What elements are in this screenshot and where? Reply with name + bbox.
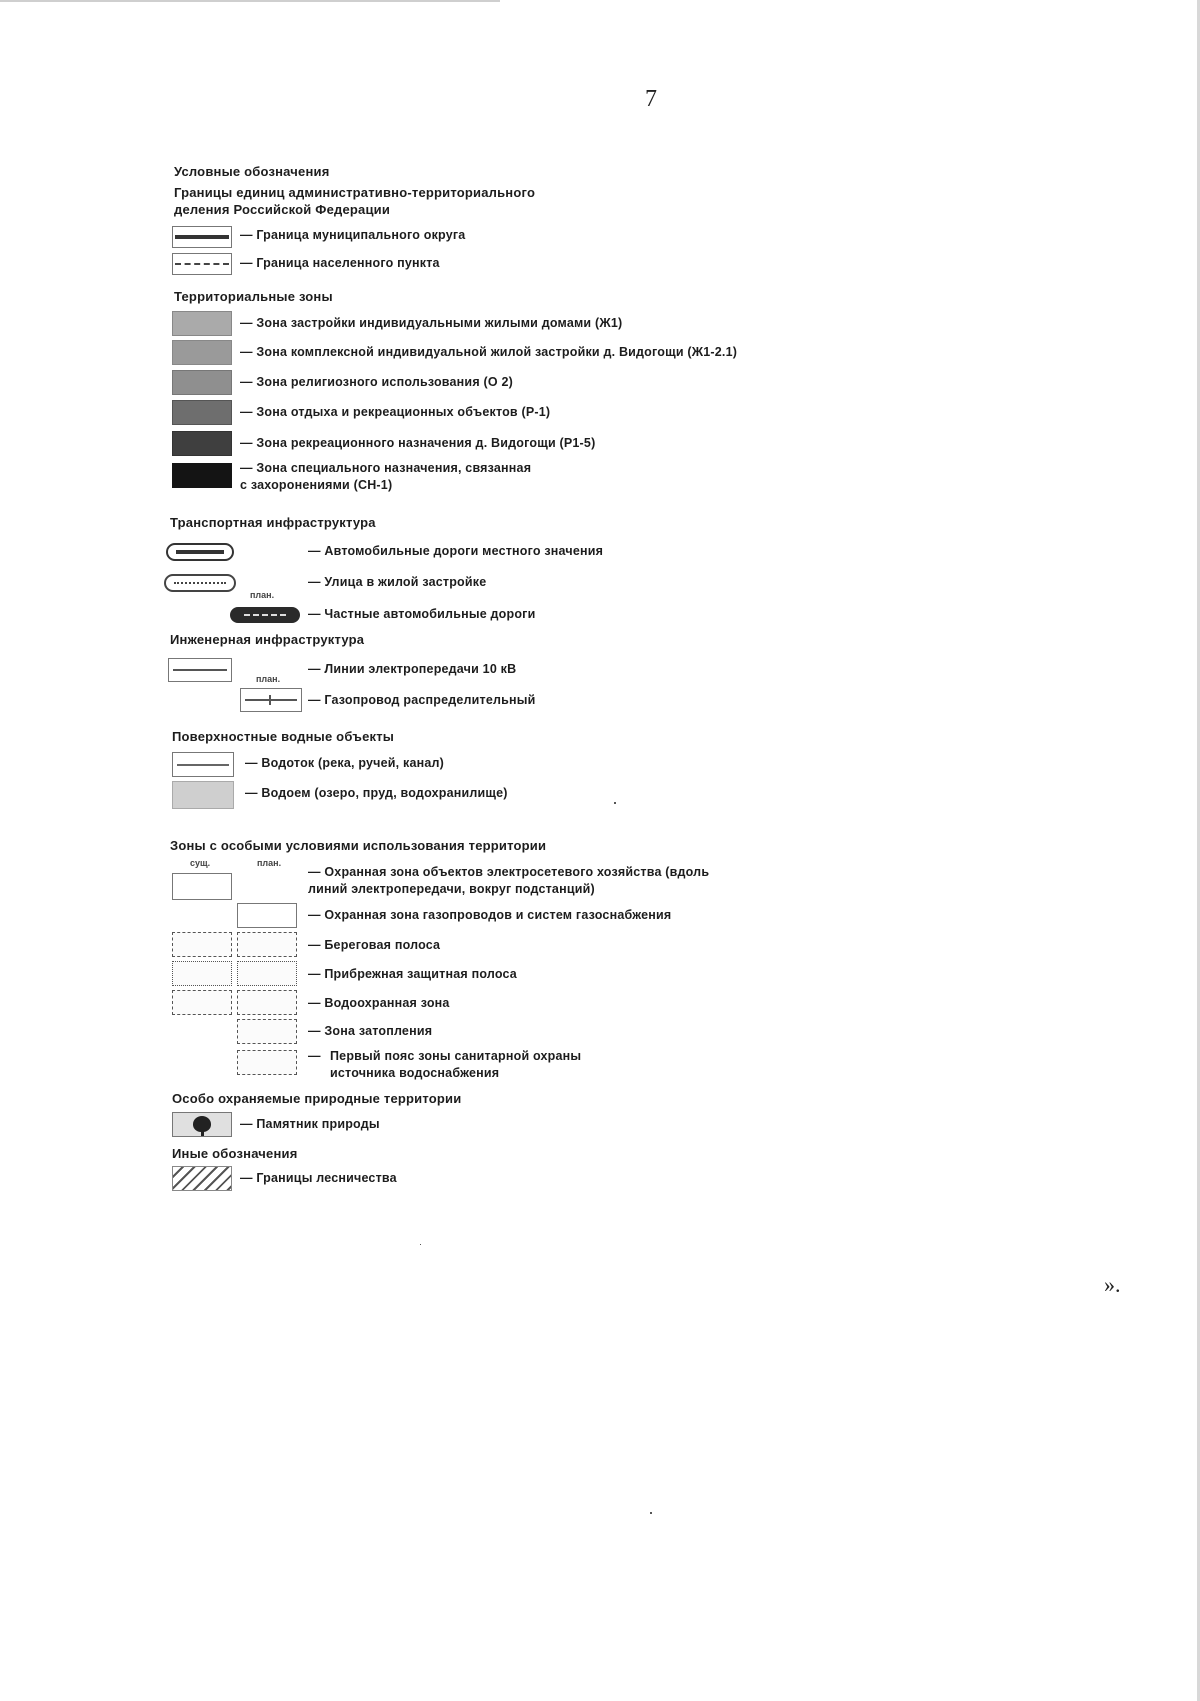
- forestry-hatch-symbol: [172, 1166, 232, 1191]
- special-zone-label-flood: — Зона затопления: [308, 1024, 433, 1038]
- protected-label-nature-monument: — Памятник природы: [240, 1117, 380, 1131]
- transport-label-private-roads: — Частные автомобильные дороги: [308, 607, 536, 621]
- engineering-label-gas-pipeline: — Газопровод распределительный: [308, 693, 536, 707]
- column-existing-caption: сущ.: [190, 858, 211, 868]
- gas-pipeline-symbol: [240, 688, 302, 712]
- zone-label-j1-2-1: — Зона комплексной индивидуальной жилой застройки д. Видогощи (Ж1-2.1): [240, 345, 738, 359]
- tree-icon: [172, 1112, 232, 1137]
- closing-quote: ».: [1104, 1272, 1121, 1297]
- engineering-heading: Инженерная инфраструктура: [170, 632, 365, 647]
- page-number: 7: [645, 86, 657, 112]
- water-body-symbol: [172, 781, 234, 809]
- power-line-symbol: [168, 658, 232, 682]
- water-protection-zone-symbol: [172, 990, 232, 1015]
- shoreline-strip-symbol: [172, 932, 232, 957]
- flood-zone-symbol: [237, 1019, 297, 1044]
- zone-r1-5-swatch: [172, 431, 232, 456]
- legend-title: Условные обозначения: [174, 164, 330, 179]
- coastal-protective-strip-symbol: [172, 961, 232, 986]
- other-heading: Иные обозначения: [172, 1146, 298, 1161]
- scan-speck: [650, 1512, 652, 1514]
- special-zone-label-gas: — Охранная зона газопроводов и систем газоснабжения: [308, 908, 672, 922]
- zone-j1-swatch: [172, 311, 232, 336]
- special-zone-dash-sanitary: —: [308, 1049, 321, 1063]
- transport-label-local-roads: — Автомобильные дороги местного значения: [308, 544, 604, 558]
- other-label-forestry: — Границы лесничества: [240, 1171, 397, 1185]
- local-road-symbol: [166, 541, 234, 563]
- special-zone-label-sanitary: Первый пояс зоны санитарной охраны источника водоснабжения: [330, 1049, 582, 1080]
- zone-r1-swatch: [172, 400, 232, 425]
- sanitary-protection-belt-symbol: [237, 1050, 297, 1075]
- water-label-water-body: — Водоем (озеро, пруд, водохранилище): [245, 786, 508, 800]
- water-protection-zone-planned-symbol: [237, 990, 297, 1015]
- boundaries-heading: Границы единиц административно-территориального деления Российской Федерации: [174, 185, 536, 217]
- municipal-boundary-symbol: [172, 226, 232, 248]
- private-road-symbol: [230, 605, 300, 625]
- zone-o2-swatch: [172, 370, 232, 395]
- zone-label-r1: — Зона отдыха и рекреационных объектов (Р-1): [240, 405, 551, 419]
- gas-protection-zone-symbol: [237, 903, 297, 928]
- zone-label-j1: — Зона застройки индивидуальными жилыми домами (Ж1): [240, 316, 623, 330]
- engineering-label-power-line: — Линии электропередачи 10 кВ: [308, 662, 517, 676]
- transport-label-residential-street: — Улица в жилой застройке: [308, 575, 487, 589]
- protected-areas-heading: Особо охраняемые природные территории: [172, 1091, 462, 1106]
- water-label-watercourse: — Водоток (река, ручей, канал): [245, 756, 445, 770]
- zone-sn1-swatch: [172, 463, 232, 488]
- scan-edge-top: [0, 0, 500, 2]
- power-grid-protection-zone-symbol: [172, 873, 232, 900]
- special-zone-label-water-protection: — Водоохранная зона: [308, 996, 450, 1010]
- coastal-protective-strip-planned-symbol: [237, 961, 297, 986]
- settlement-boundary-symbol: [172, 253, 232, 275]
- special-zone-label-coastal: — Прибрежная защитная полоса: [308, 967, 517, 981]
- scan-speck: [420, 1244, 421, 1245]
- private-road-caption: план.: [250, 590, 275, 600]
- watercourse-symbol: [172, 752, 234, 777]
- zone-label-r1-5: — Зона рекреационного назначения д. Видогощи (Р1-5): [240, 436, 596, 450]
- territorial-zones-heading: Территориальные зоны: [174, 289, 333, 304]
- zone-label-sn1: — Зона специального назначения, связанная с захоронениями (СН-1): [240, 461, 532, 492]
- scan-speck: [614, 802, 616, 804]
- special-zone-label-shoreline: — Береговая полоса: [308, 938, 441, 952]
- special-zone-label-power-grid: — Охранная зона объектов электросетевого хозяйства (вдоль линий электропередачи, вокруг подстанций): [308, 865, 710, 896]
- gas-pipeline-caption: план.: [256, 674, 281, 684]
- transport-heading: Транспортная инфраструктура: [170, 515, 376, 530]
- boundary-label-municipal: — Граница муниципального округа: [240, 228, 466, 242]
- shoreline-strip-planned-symbol: [237, 932, 297, 957]
- water-heading: Поверхностные водные объекты: [172, 729, 395, 744]
- zone-j1-2-1-swatch: [172, 340, 232, 365]
- residential-street-symbol: [164, 572, 236, 594]
- column-planned-caption: план.: [257, 858, 282, 868]
- boundary-label-settlement: — Граница населенного пункта: [240, 256, 440, 270]
- zone-label-o2: — Зона религиозного использования (О 2): [240, 375, 513, 389]
- special-zones-heading: Зоны с особыми условиями использования территории: [170, 838, 547, 853]
